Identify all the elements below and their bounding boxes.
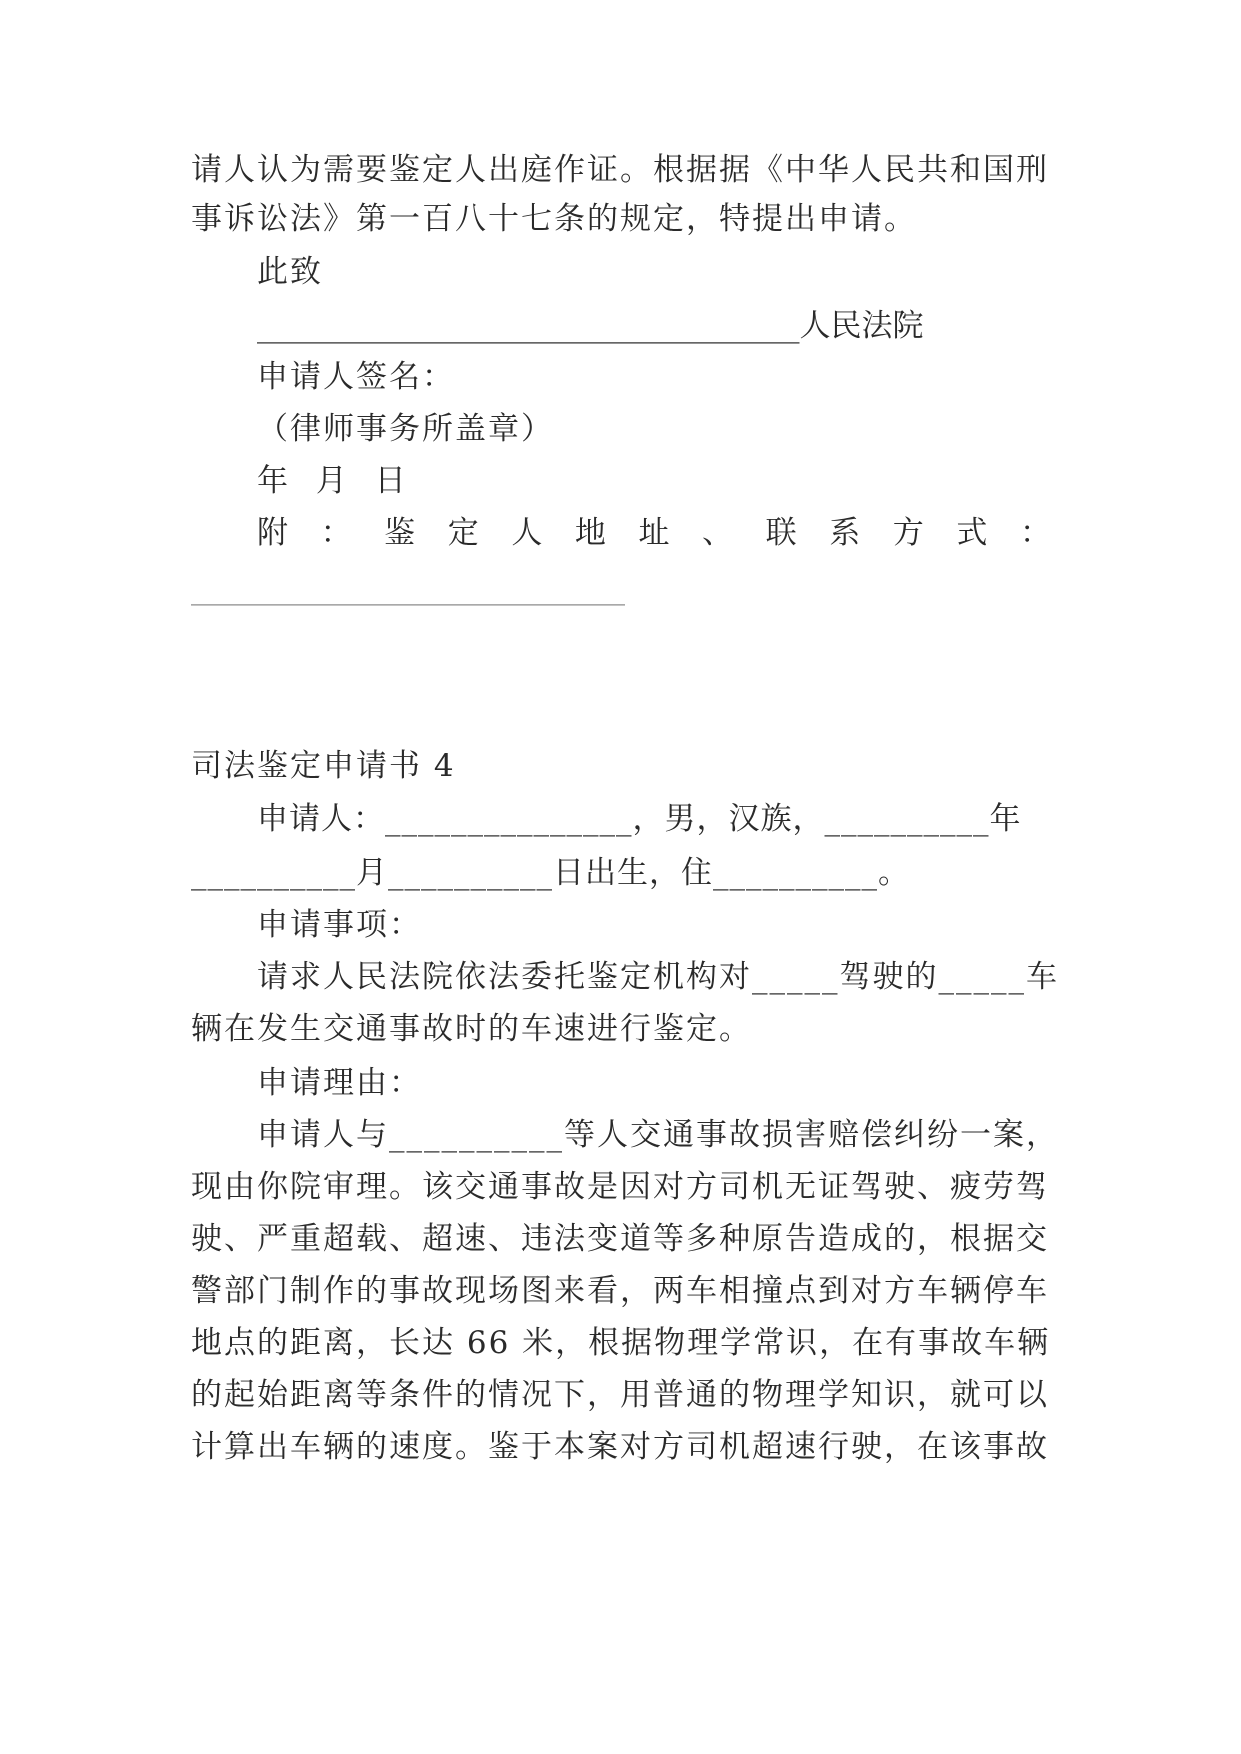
seal-label: （律师事务所盖章） [257,411,554,447]
attachment-char: 、 [702,515,734,551]
reasons-line: 申请人与__________等人交通事故损害赔偿纠纷一案， [257,1117,1059,1153]
attachment-char: 方 [892,515,924,551]
attachment-char: 址 [638,515,670,551]
section-title: 司法鉴定申请书 4 [191,748,456,784]
matters-line: 辆在发生交通事故时的车速进行鉴定。 [191,1011,752,1047]
attachment-char: 附 [257,515,288,551]
attachment-char: 联 [765,515,797,551]
salutation: 此致 [257,254,323,290]
attachment-char: 人 [511,515,543,551]
reasons-line: 驶、严重超载、超速、违法变道等多种原告造成的，根据交 [191,1221,1049,1257]
attachment-char: 鉴 [384,515,416,551]
reasons-line: 警部门制作的事故现场图来看，两车相撞点到对方车辆停车 [191,1273,1049,1309]
reasons-line: 计算出车辆的速度。鉴于本案对方司机超速行驶，在该事故 [191,1429,1049,1465]
applicant-line: __________月__________日出生，住__________。 [191,855,910,891]
paragraph-line: 请人认为需要鉴定人出庭作证。根据据《中华人民共和国刑 [191,152,1049,188]
attachment-char: 系 [829,515,861,551]
attachment-blank: ____________________________ [191,570,625,606]
applicant-line: 申请人：_______________，男，汉族，__________年 [257,801,1022,837]
signature-label: 申请人签名： [257,359,455,395]
attachment-char: 式 [956,515,988,551]
reasons-heading: 申请理由： [257,1065,422,1101]
attachment-char: ： [320,515,352,551]
reasons-line: 的起始距离等条件的情况下，用普通的物理学知识，就可以 [191,1377,1049,1413]
reasons-line: 地点的距离，长达 66 米，根据物理学常识，在有事故车辆 [191,1325,1051,1361]
matters-line: 请求人民法院依法委托鉴定机构对_____驾驶的_____车 [257,959,1059,995]
paragraph-line: 事诉讼法》第一百八十七条的规定，特提出申请。 [191,201,917,237]
court-line: ___________________________________人民法院 [257,308,924,344]
attachment-char: 定 [447,515,479,551]
attachment-char: 地 [574,515,606,551]
reasons-line: 现由你院审理。该交通事故是因对方司机无证驾驶、疲劳驾 [191,1169,1049,1205]
date-label: 年 月 日 [257,463,408,499]
attachment-label [257,511,1051,555]
matters-heading: 申请事项： [257,907,422,943]
attachment-char: ： [1019,515,1051,551]
